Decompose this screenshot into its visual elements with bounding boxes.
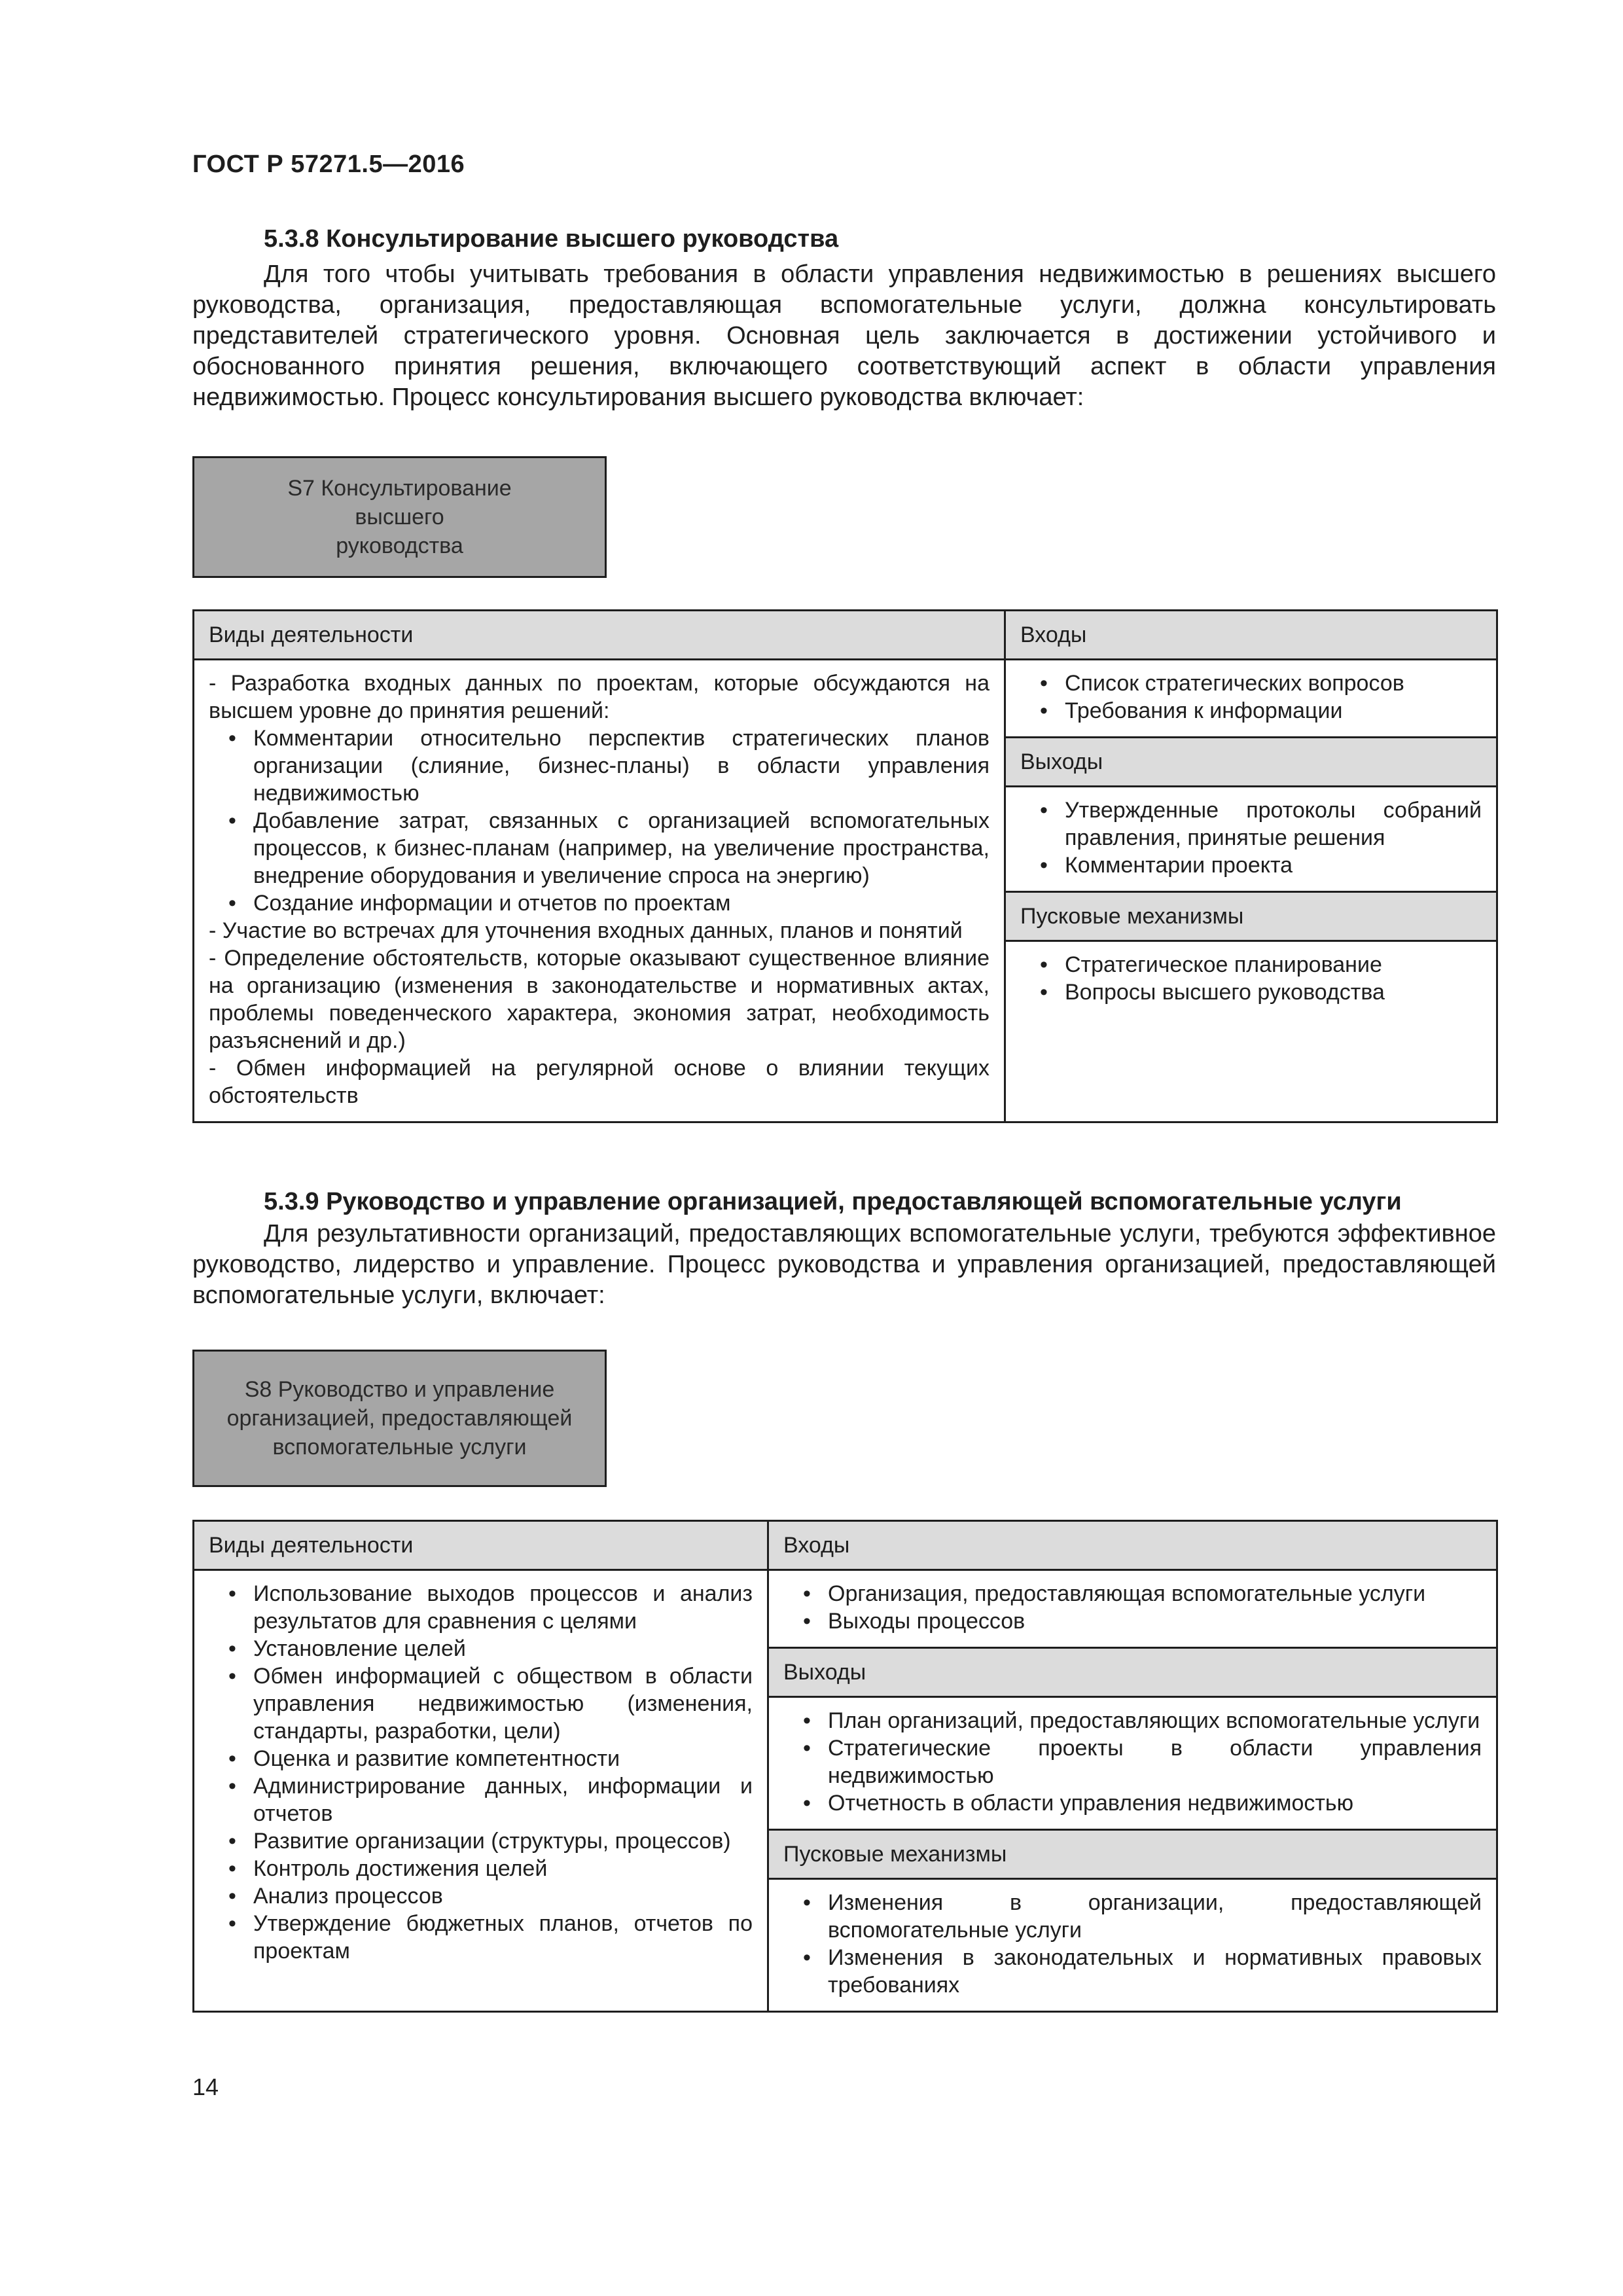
activity-sublist: [209, 725, 990, 917]
inputs-list-cell: [1006, 658, 1496, 736]
activities-list: [209, 1580, 753, 1965]
section-538-paragraph: Для того чтобы учитывать требования в области управления недвижимостью в решениях высшего руководства, организация, предоставляющая вспомогательные услуги, должна консультировать представителей стратегического уровня. Основная цель заключается в достижении устойчивого и обоснованного принятия решения, включающего соответствующий аспект в области управления недвижимостью. Процесс консультирования высшего руководства включает:: [192, 260, 1496, 411]
input-item: • Организация, предоставляющая вспомогательные услуги: [783, 1580, 1482, 1607]
activities-column: [194, 1521, 768, 2012]
output-item: • Стратегические проекты в области управления недвижимостью: [783, 1734, 1482, 1789]
outputs-header: Выходы: [1006, 736, 1496, 785]
activity-item: • Анализ процессов: [209, 1882, 753, 1910]
process-table-s8: [192, 1520, 1498, 2013]
activities-list-cell: [194, 1569, 767, 1977]
outputs-header: Выходы: [769, 1647, 1496, 1696]
activity-subitem: • Добавление затрат, связанных с организацией вспомогательных процессов, к бизнес-планам (например, на увеличение пространства, внедрение оборудования и увеличение спроса на энергию): [209, 807, 990, 889]
activity-item: • Развитие организации (структуры, процессов): [209, 1827, 753, 1855]
triggers-list-cell: [769, 1878, 1496, 2011]
section-539-paragraph: Для результативности организаций, предоставляющих вспомогательные услуги, требуются эффективное руководство, лидерство и управление. Процесс руководства и управления организацией, предоставляющей вспомогательные услуги, включает:: [192, 1220, 1496, 1309]
outputs-list: [1020, 797, 1482, 879]
activity-item: • Обмен информацией с обществом в области управления недвижимостью (изменения, стандарты, разработки, цели): [209, 1662, 753, 1745]
activity-item: - Определение обстоятельств, которые оказывают существенное влияние на организацию (изменения в законодательстве и нормативных актах, проблемы поведенческого характера, экономия затрат, необходимость разъяснений и др.): [209, 946, 990, 1053]
process-box-s8: [192, 1350, 607, 1487]
triggers-header: Пусковые механизмы: [1006, 891, 1496, 940]
activity-subitem: • Создание информации и отчетов по проектам: [209, 889, 990, 917]
activity-item: • Использование выходов процессов и анализ результатов для сравнения с целями: [209, 1580, 753, 1635]
inputs-list: [783, 1580, 1482, 1635]
activity-subitem: • Комментарии относительно перспектив стратегических планов организации (слияние, бизнес-планы) в области управления недвижимостью: [209, 725, 990, 807]
outputs-list-cell: [1006, 785, 1496, 891]
output-item: • Утвержденные протоколы собраний правления, принятые решения: [1020, 797, 1482, 852]
activity-item: - Участие во встречах для уточнения входных данных, планов и понятий: [209, 918, 963, 943]
process-table-s7: [192, 609, 1498, 1123]
io-column: [768, 1521, 1497, 2012]
activities-list: [194, 658, 1004, 1121]
outputs-list-cell: [769, 1696, 1496, 1829]
inputs-list-cell: [769, 1569, 1496, 1647]
process-box-s7: [192, 456, 607, 578]
activity-item: • Оценка и развитие компетентности: [209, 1745, 753, 1772]
trigger-item: • Вопросы высшего руководства: [1020, 978, 1482, 1006]
page-number: 14: [192, 2073, 219, 2100]
io-column: [1005, 611, 1497, 1122]
output-item: • Отчетность в области управления недвижимостью: [783, 1789, 1482, 1817]
activities-header: Виды деятельности: [194, 611, 1004, 658]
activities-header: Виды деятельности: [194, 1522, 767, 1569]
triggers-list-cell: [1006, 940, 1496, 1018]
document-header: ГОСТ Р 57271.5—2016: [192, 151, 465, 178]
activity-item: - Разработка входных данных по проектам, которые обсуждаются на высшем уровне до принятия решений:: [209, 671, 990, 723]
inputs-header: Входы: [769, 1522, 1496, 1569]
section-539-title: 5.3.9 Руководство и управление организацией, предоставляющей вспомогательные услуги: [264, 1188, 1402, 1215]
activity-item: - Обмен информацией на регулярной основе о влиянии текущих обстоятельств: [209, 1056, 990, 1108]
process-box-s8-label: S8 Руководство и управление организацией, предоставляющей вспомогательные услуги: [226, 1377, 573, 1460]
activity-item: • Установление целей: [209, 1635, 753, 1662]
trigger-item: • Стратегическое планирование: [1020, 951, 1482, 978]
triggers-list: [783, 1889, 1482, 1999]
output-item: • Комментарии проекта: [1020, 852, 1482, 879]
activity-item: • Утверждение бюджетных планов, отчетов по проектам: [209, 1910, 753, 1965]
activities-column: [194, 611, 1005, 1122]
trigger-item: • Изменения в организации, предоставляющей вспомогательные услуги: [783, 1889, 1482, 1944]
trigger-item: • Изменения в законодательных и нормативных правовых требованиях: [783, 1944, 1482, 1999]
activity-item: • Контроль достижения целей: [209, 1855, 753, 1882]
triggers-header: Пусковые механизмы: [769, 1829, 1496, 1878]
input-item: • Требования к информации: [1020, 697, 1482, 725]
input-item: • Список стратегических вопросов: [1020, 670, 1482, 697]
outputs-list: [783, 1707, 1482, 1817]
triggers-list: [1020, 951, 1482, 1006]
output-item: • План организаций, предоставляющих вспомогательные услуги: [783, 1707, 1482, 1734]
process-box-s7-label: S7 Консультирование высшего руководства: [287, 476, 512, 558]
inputs-list: [1020, 670, 1482, 725]
section-538-title: 5.3.8 Консультирование высшего руководства: [264, 225, 839, 253]
activity-item: • Администрирование данных, информации и отчетов: [209, 1772, 753, 1827]
inputs-header: Входы: [1006, 611, 1496, 658]
input-item: • Выходы процессов: [783, 1607, 1482, 1635]
